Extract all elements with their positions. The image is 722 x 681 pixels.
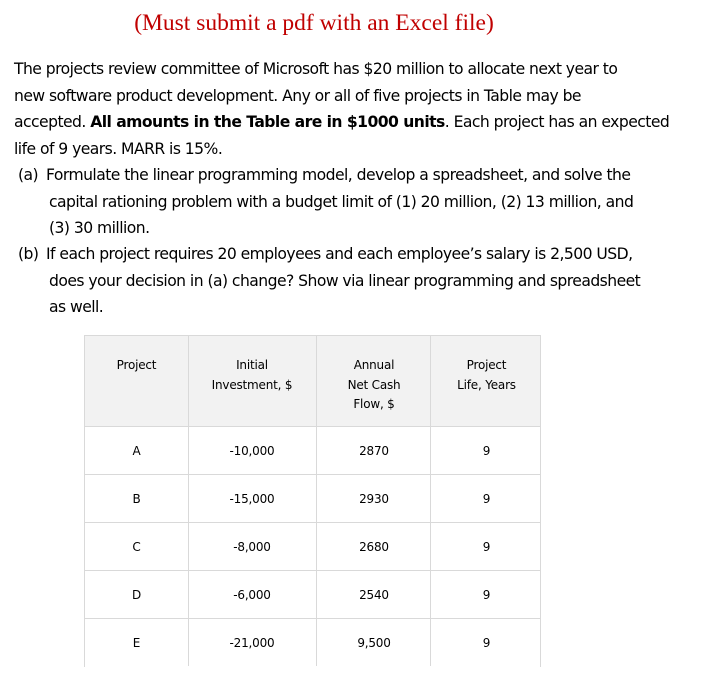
problem-text: . Each project has an expected	[444, 113, 670, 132]
question-line: does your decision in (a) change? Show via linear programming and spreadsheet	[49, 271, 641, 290]
cell-project: B	[132, 491, 141, 506]
cell-initial-investment: -8,000	[233, 539, 271, 554]
header-text: Project	[116, 358, 157, 372]
question-text: Formulate the linear programming model, develop a spreadsheet, and solve the	[46, 166, 631, 184]
question-b	[18, 241, 718, 321]
table-row	[85, 475, 540, 523]
cell-annual-net-cash-flow: 2540	[359, 587, 389, 602]
assignment-note: (Must submit a pdf with an Excel file)	[134, 10, 494, 36]
header-text: Annual	[353, 358, 395, 372]
question-line	[18, 241, 718, 268]
header-annual-net-cash-flow	[317, 356, 431, 415]
column-divider	[430, 336, 431, 666]
cell-initial-investment: -21,000	[229, 636, 275, 650]
question-line: (3) 30 million.	[49, 219, 150, 238]
cell-initial-investment: -10,000	[229, 443, 275, 458]
problem-statement	[14, 56, 714, 162]
table-row	[85, 427, 540, 475]
question-line	[18, 162, 718, 189]
problem-line: new software product development. Any or all of five projects in Table may be	[14, 86, 581, 105]
table-row	[85, 571, 540, 619]
table-row	[85, 523, 540, 571]
cell-project: C	[132, 539, 141, 554]
cell-project-life: 9	[482, 636, 491, 650]
cell-project-life: 9	[482, 491, 491, 506]
cell-project: D	[131, 587, 142, 602]
cell-project-life: 9	[482, 587, 491, 602]
cell-project-life: 9	[482, 539, 491, 554]
header-project-life	[431, 356, 542, 395]
table-row	[85, 619, 540, 667]
problem-line: The projects review committee of Microsoft has $20 million to allocate next year to	[14, 60, 618, 78]
cell-initial-investment: -15,000	[229, 491, 275, 506]
question-text: If each project requires 20 employees and each employee’s salary is 2,500 USD,	[46, 245, 633, 263]
units-emphasis: All amounts in the Table are in $1000 units	[90, 113, 445, 132]
problem-line: life of 9 years. MARR is 15%.	[14, 139, 223, 158]
column-divider	[188, 336, 189, 666]
question-marker: (a)	[18, 166, 39, 184]
header-initial-investment	[188, 356, 316, 395]
header-project	[85, 356, 188, 376]
header-text: Initial	[236, 358, 268, 372]
cell-annual-net-cash-flow: 9,500	[357, 636, 391, 650]
problem-text: accepted.	[14, 113, 91, 132]
cell-initial-investment: -6,000	[233, 587, 271, 602]
question-marker: (b)	[18, 245, 39, 263]
cell-project: A	[132, 443, 141, 458]
cell-project: E	[132, 636, 141, 650]
problem-line	[14, 109, 714, 136]
header-text: Investment, $	[211, 377, 293, 392]
cell-project-life: 9	[482, 443, 491, 458]
cell-annual-net-cash-flow: 2930	[359, 491, 389, 506]
header-text: Net Cash	[347, 377, 401, 392]
header-text: Flow, $	[353, 397, 395, 411]
column-divider	[316, 336, 317, 666]
cell-annual-net-cash-flow: 2680	[359, 539, 389, 554]
table-header-row	[85, 336, 540, 427]
question-line: as well.	[49, 298, 104, 317]
question-a	[18, 162, 718, 242]
projects-table	[84, 335, 541, 667]
header-text: Life, Years	[457, 377, 516, 392]
question-line: capital rationing problem with a budget limit of (1) 20 million, (2) 13 million, and	[49, 192, 634, 211]
cell-annual-net-cash-flow: 2870	[359, 443, 389, 458]
header-text: Project	[466, 358, 507, 372]
